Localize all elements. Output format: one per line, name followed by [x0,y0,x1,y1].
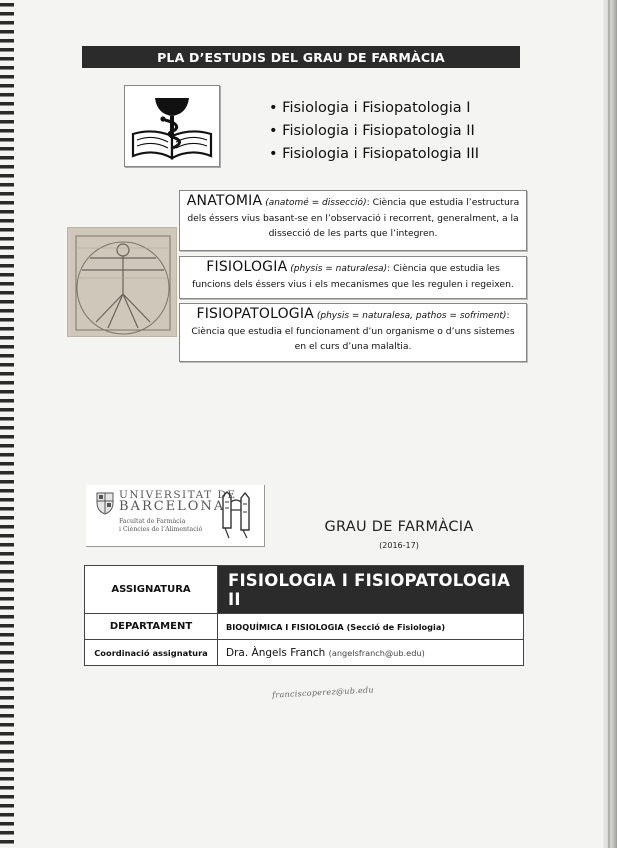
list-item: • Fisiologia i Fisiopatologia III [269,143,479,166]
subject-info-table [84,565,524,666]
definition-anatomia [179,190,527,251]
coordinator-email: (angelsfranch@ub.edu) [328,647,425,658]
definition-etymology: (physis = naturalesa) [290,264,388,274]
department-value: BIOQUÍMICA I FISIOLOGIA (Secció de Fisiologia) [218,614,524,640]
spiral-binding [0,0,14,848]
faculty-name-line2: i Ciències de l’Alimentació [119,526,203,533]
handwritten-note: franciscoperez@ub.edu [271,685,375,700]
coordinator-cell [218,640,524,666]
definition-text: : Ciència que estudia el funcionament d’un organisme o d’uns sistemes en el curs d’una malaltia. [191,310,515,352]
university-name-line1: UNIVERSITAT DE [119,489,237,501]
subject-value: FISIOLOGIA I FISIOPATOLOGIA II [218,566,524,614]
ub-shield-icon [95,491,115,515]
definition-term: FISIOPATOLOGIA [196,306,314,322]
definition-etymology: (anatomé = dissecció) [265,198,367,208]
definition-term: ANATOMIA [186,193,263,209]
table-row [85,640,524,666]
definition-etymology: (physis = naturalesa, pathos = sofriment) [316,311,507,321]
definition-term: FISIOLOGIA [206,259,288,275]
degree-heading [309,519,489,550]
definition-text: : Ciència que estudia l’estructura dels éssers vius basant-se en l’observació i recorrent, generalment, a la dissecció de les parts que l’integren. [187,197,520,239]
definition-fisiologia [179,256,527,299]
subject-label: ASSIGNATURA [85,566,218,614]
table-row [85,566,524,614]
pharmacy-book-snake-icon [124,85,220,167]
coordinator-name: Dra. Àngels Franch [226,646,326,659]
table-row [85,614,524,640]
degree-title: GRAU DE FARMÀCIA [324,519,474,535]
faculty-name-line1: Facultat de Farmàcia [119,518,186,525]
university-logo [86,485,265,547]
page-stack-edge [603,0,617,848]
list-item: • Fisiologia i Fisiopatologia II [269,120,479,143]
definition-text: : Ciència que estudia les funcions dels éssers vius i els mecanismes que les regulen i regeixen. [192,263,514,290]
university-name-line2: BARCELONA [119,499,226,514]
department-label: DEPARTAMENT [85,614,218,640]
faculty-name [119,518,202,534]
subjects-list [269,97,479,166]
degree-year: (2016-17) [379,541,419,550]
list-item: • Fisiologia i Fisiopatologia I [269,97,479,120]
definition-fisiopatologia [179,303,527,362]
ub-building-icon [219,488,255,542]
study-plan-title: PLA D’ESTUDIS DEL GRAU DE FARMÀCIA [82,46,520,68]
vitruvian-man-image [67,227,177,337]
coordination-label: Coordinació assignatura [85,640,218,666]
